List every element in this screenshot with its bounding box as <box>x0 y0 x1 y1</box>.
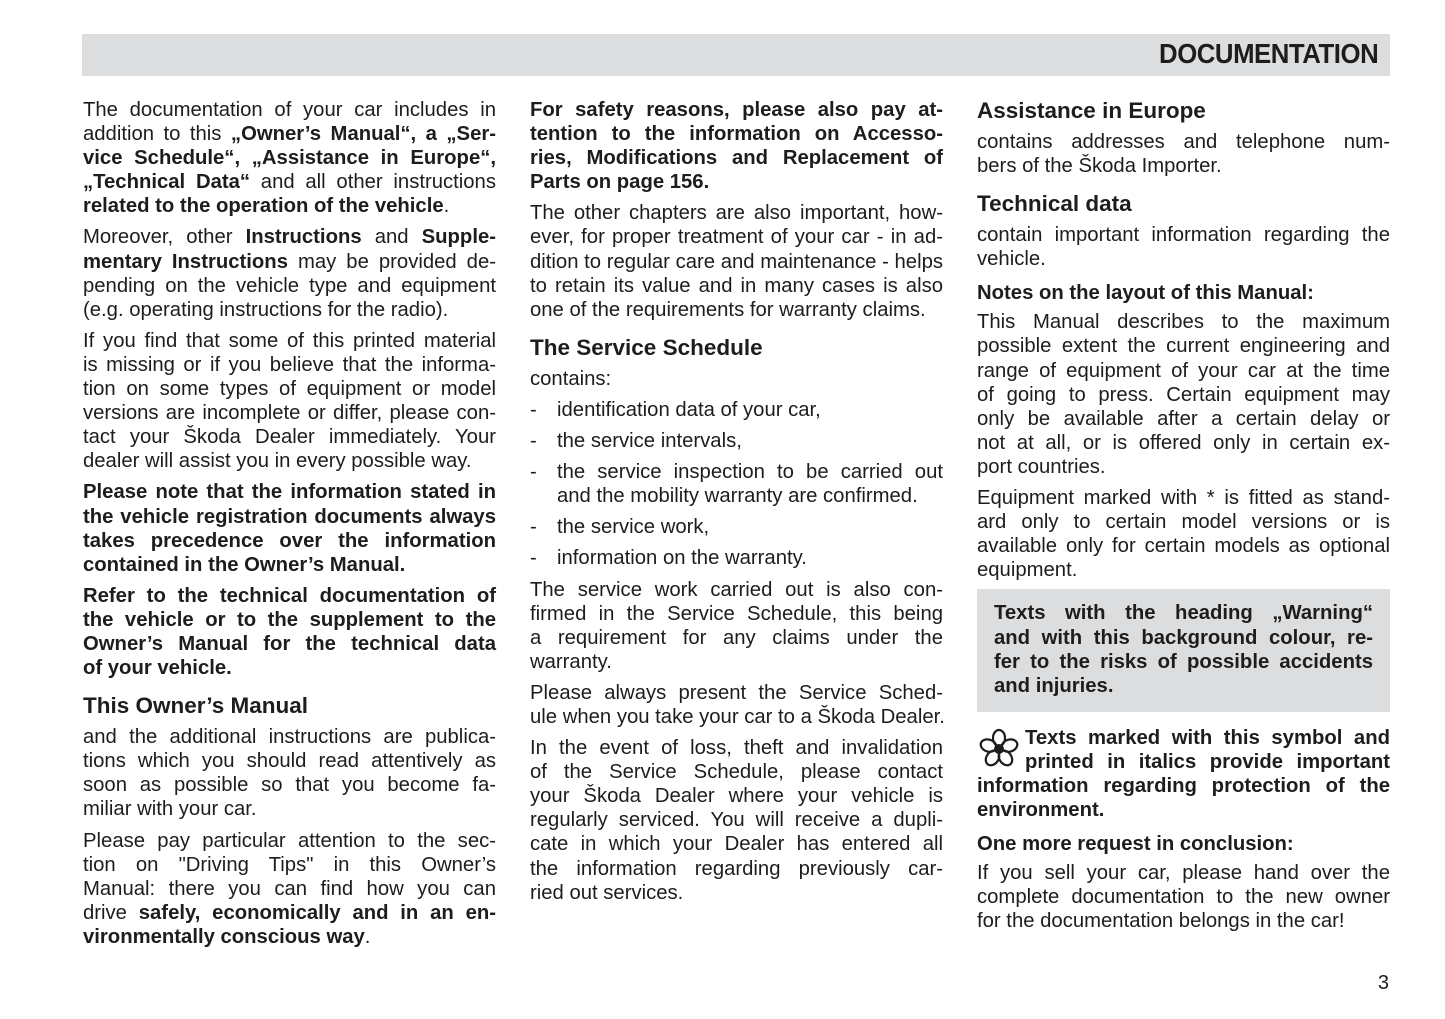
bold-text: „Technical Data“ <box>83 171 251 194</box>
text-run: drive <box>83 901 139 924</box>
paragraph-registration-note <box>83 480 496 576</box>
text-line <box>83 877 496 901</box>
text-line: available only for certain models as optional <box>977 535 1390 558</box>
text-run: Moreover, other <box>83 226 246 249</box>
text-run: The documentation of your car includes in <box>83 99 496 121</box>
text-line: firmed in the Service Schedule, this being <box>530 602 943 625</box>
text-line: If you find that some of this printed material <box>83 329 496 352</box>
text-line: one of the requirements for warranty claims. <box>530 298 926 321</box>
page-number: 3 <box>1377 972 1389 994</box>
list-dash: - <box>530 547 537 570</box>
paragraph-supplementary-instructions <box>83 225 496 321</box>
text-line: identification data of your car, <box>557 398 821 421</box>
text-line: dition to regular care and maintenance - helps <box>530 250 943 273</box>
text-line: Please note that the information stated in <box>83 481 496 504</box>
environment-note <box>977 726 1390 822</box>
text-line: for the documentation belongs in the car! <box>977 910 1345 933</box>
text-run: and all other instructions <box>250 171 496 194</box>
text-run: . <box>443 195 450 218</box>
column-2 <box>530 98 943 912</box>
bold-text: „Owner’s Manual“, a „Ser- <box>230 123 496 146</box>
text-line: warranty. <box>530 650 612 673</box>
paragraph-present-schedule <box>530 681 943 729</box>
text-line <box>83 298 496 322</box>
text-line: port countries. <box>977 455 1106 478</box>
column-3 <box>977 98 1390 940</box>
subheading-conclusion: One more request in conclusion: <box>977 833 1294 856</box>
list-item <box>530 398 943 422</box>
text-line: and injuries. <box>994 674 1114 697</box>
text-line <box>83 225 496 249</box>
text-run: Manual: there you can find how you can <box>83 877 496 900</box>
text-run: (e.g. operating instructions for the radio). <box>83 298 449 321</box>
text-line: the service inspection to be carried out <box>557 461 943 484</box>
text-line: cate in which your Dealer has entered all <box>530 833 943 856</box>
paragraph-technical-documentation <box>83 584 496 680</box>
paragraph-technical-data <box>977 223 1390 271</box>
text-run: may be provided de- <box>287 250 496 273</box>
paragraph-safety-reasons <box>530 98 943 194</box>
paragraph-driving-tips <box>83 829 496 949</box>
text-line: of your vehicle. <box>83 657 232 680</box>
text-line: not at all, or is offered only in certain ex- <box>977 431 1390 454</box>
text-line: only be available after a certain delay or <box>977 407 1390 430</box>
text-line <box>83 829 496 853</box>
text-line: environment. <box>977 799 1105 822</box>
text-line: to retain its value and in many cases is also <box>530 274 943 297</box>
text-line: tion on some types of equipment or model <box>83 378 496 401</box>
text-line: the vehicle or to the supplement to the <box>83 608 496 631</box>
list-dash: - <box>530 516 537 539</box>
text-run: pending on the vehicle type and equipment <box>83 274 496 297</box>
flower-environment-icon <box>979 728 1019 768</box>
text-line: tact your Škoda Dealer immediately. Your <box>83 426 496 449</box>
text-line: ever, for proper treatment of your car - in ad- <box>530 226 943 249</box>
bold-text: related to the operation of the vehicle <box>83 195 444 218</box>
service-schedule-intro: contains: <box>530 367 612 390</box>
text-line: of going to press. Certain equipment may <box>977 383 1390 406</box>
list-item-text <box>557 515 943 539</box>
text-line: the service intervals, <box>557 430 742 453</box>
text-line: The service work carried out is also con- <box>530 578 943 601</box>
text-line: Please always present the Service Sched- <box>530 681 943 704</box>
text-line <box>83 170 496 194</box>
text-line: information regarding protection of the <box>977 774 1390 797</box>
text-line: ard only to certain model versions or is <box>977 511 1390 534</box>
text-line <box>83 250 496 274</box>
paragraph-additional-instructions <box>83 725 496 821</box>
list-item-text <box>557 546 943 570</box>
list-item <box>530 460 943 508</box>
text-line <box>83 901 496 925</box>
paragraph-equipment-marked <box>977 486 1390 582</box>
text-line: information on the warranty. <box>557 547 807 570</box>
text-line: Refer to the technical documentation of <box>83 584 496 607</box>
text-line <box>83 146 496 170</box>
text-line: and the mobility warranty are confirmed. <box>557 485 918 508</box>
text-line: ried out services. <box>530 881 684 904</box>
list-item-text <box>557 429 943 453</box>
text-line: the vehicle registration documents always <box>83 505 496 528</box>
paragraph-service-work <box>530 578 943 674</box>
text-line <box>83 853 496 877</box>
text-line: contains addresses and telephone num- <box>977 131 1390 153</box>
column-1 <box>83 98 496 956</box>
text-run: . <box>364 925 371 948</box>
text-line: dealer will assist you in every possible way. <box>83 450 472 473</box>
text-line: is missing or if you believe that the informa- <box>83 353 496 376</box>
text-line: and the additional instructions are publica- <box>83 726 496 749</box>
text-line: printed in italics provide important <box>1025 750 1390 773</box>
paragraph-loss-theft <box>530 736 943 905</box>
text-line: bers of the Škoda Importer. <box>977 155 1222 178</box>
text-line: ule when you take your car to a Škoda Dealer. <box>530 705 945 728</box>
text-line: and with this background colour, re- <box>994 626 1373 649</box>
text-run: Please pay particular attention to the sec- <box>83 829 496 852</box>
list-dash: - <box>530 461 537 484</box>
text-line: the information regarding previously car- <box>530 857 943 880</box>
text-line: Equipment marked with * is fitted as stand- <box>977 487 1390 510</box>
text-line: versions are incomplete or differ, please con- <box>83 402 496 425</box>
text-line: the service work, <box>557 516 710 539</box>
text-line: complete documentation to the new owner <box>977 886 1390 909</box>
text-line: The other chapters are also important, how- <box>530 202 943 225</box>
list-dash: - <box>530 430 537 453</box>
paragraph-documentation-intro <box>83 98 496 218</box>
text-line: In the event of loss, theft and invalidation <box>530 737 943 760</box>
text-line: tions which you should read attentively as <box>83 750 496 773</box>
heading-assistance-in-europe: Assistance in Europe <box>977 98 1206 123</box>
paragraph-missing-material <box>83 329 496 474</box>
text-line <box>83 274 496 298</box>
environment-note-text <box>977 726 1390 822</box>
list-dash: - <box>530 398 537 421</box>
list-item <box>530 515 943 539</box>
text-line: your Škoda Dealer where your vehicle is <box>530 785 943 808</box>
text-line: If you sell your car, please hand over the <box>977 862 1390 885</box>
paragraph-sell-car <box>977 861 1390 933</box>
heading-this-owners-manual: This Owner’s Manual <box>83 693 309 719</box>
text-line: vehicle. <box>977 248 1046 271</box>
bold-text: vironmentally conscious way <box>83 925 365 948</box>
text-line: contain important information regarding the <box>977 224 1390 247</box>
list-item-text <box>557 398 943 422</box>
list-item <box>530 546 943 570</box>
text-line: takes precedence over the information <box>83 529 496 552</box>
section-title: DOCUMENTATION <box>1158 38 1378 69</box>
text-line: Texts marked with this symbol and <box>1025 726 1390 749</box>
text-line: Texts with the heading „Warning“ <box>994 602 1373 625</box>
text-run: tion on "Driving Tips" in this Owner’s <box>83 853 496 876</box>
subheading-layout-notes: Notes on the layout of this Manual: <box>977 282 1314 305</box>
text-line <box>83 98 496 122</box>
text-line: fer to the risks of possible accidents <box>994 650 1373 673</box>
list-item <box>530 429 943 453</box>
text-run: addition to this <box>83 123 231 146</box>
bold-text: Supple- <box>421 226 496 249</box>
bold-text: mentary Instructions <box>83 250 288 273</box>
text-line <box>83 925 496 949</box>
text-line: For safety reasons, please also pay at- <box>530 99 943 121</box>
text-line <box>83 194 496 218</box>
text-line <box>83 122 496 146</box>
text-line: of the Service Schedule, please contact <box>530 761 943 784</box>
text-run: and <box>361 226 422 249</box>
paragraph-other-chapters <box>530 201 943 321</box>
warning-sample-box <box>977 589 1390 711</box>
list-item-text <box>557 460 943 508</box>
text-line: a requirement for any claims under the <box>530 626 943 649</box>
text-line: ries, Modifications and Replacement of <box>530 147 943 170</box>
bold-text: safely, economically and in an en- <box>138 901 496 924</box>
text-line: miliar with your car. <box>83 798 257 821</box>
service-schedule-list <box>530 398 943 571</box>
heading-service-schedule: The Service Schedule <box>530 334 763 360</box>
warning-sample-text <box>994 601 1373 697</box>
bold-text: vice Schedule“, „Assistance in Europe“, <box>83 147 496 170</box>
text-line: range of equipment of your car at the time <box>977 359 1390 382</box>
text-line: tention to the information on Accesso- <box>530 123 943 146</box>
text-line: possible extent the current engineering and <box>977 335 1390 358</box>
heading-technical-data: Technical data <box>977 191 1132 217</box>
text-line: regularly serviced. You will receive a dupli- <box>530 809 943 832</box>
bold-text: Instructions <box>245 226 362 249</box>
section-header-bar <box>82 34 1390 76</box>
text-line: Owner’s Manual for the technical data <box>83 632 496 655</box>
paragraph-assistance <box>977 130 1390 178</box>
text-line: soon as possible so that you become fa- <box>83 774 496 797</box>
text-line: contained in the Owner’s Manual. <box>83 553 406 576</box>
text-line: Parts on page 156. <box>530 171 710 194</box>
text-line: equipment. <box>977 559 1078 582</box>
paragraph-manual-describes <box>977 310 1390 479</box>
text-line: This Manual describes to the maximum <box>977 311 1390 334</box>
